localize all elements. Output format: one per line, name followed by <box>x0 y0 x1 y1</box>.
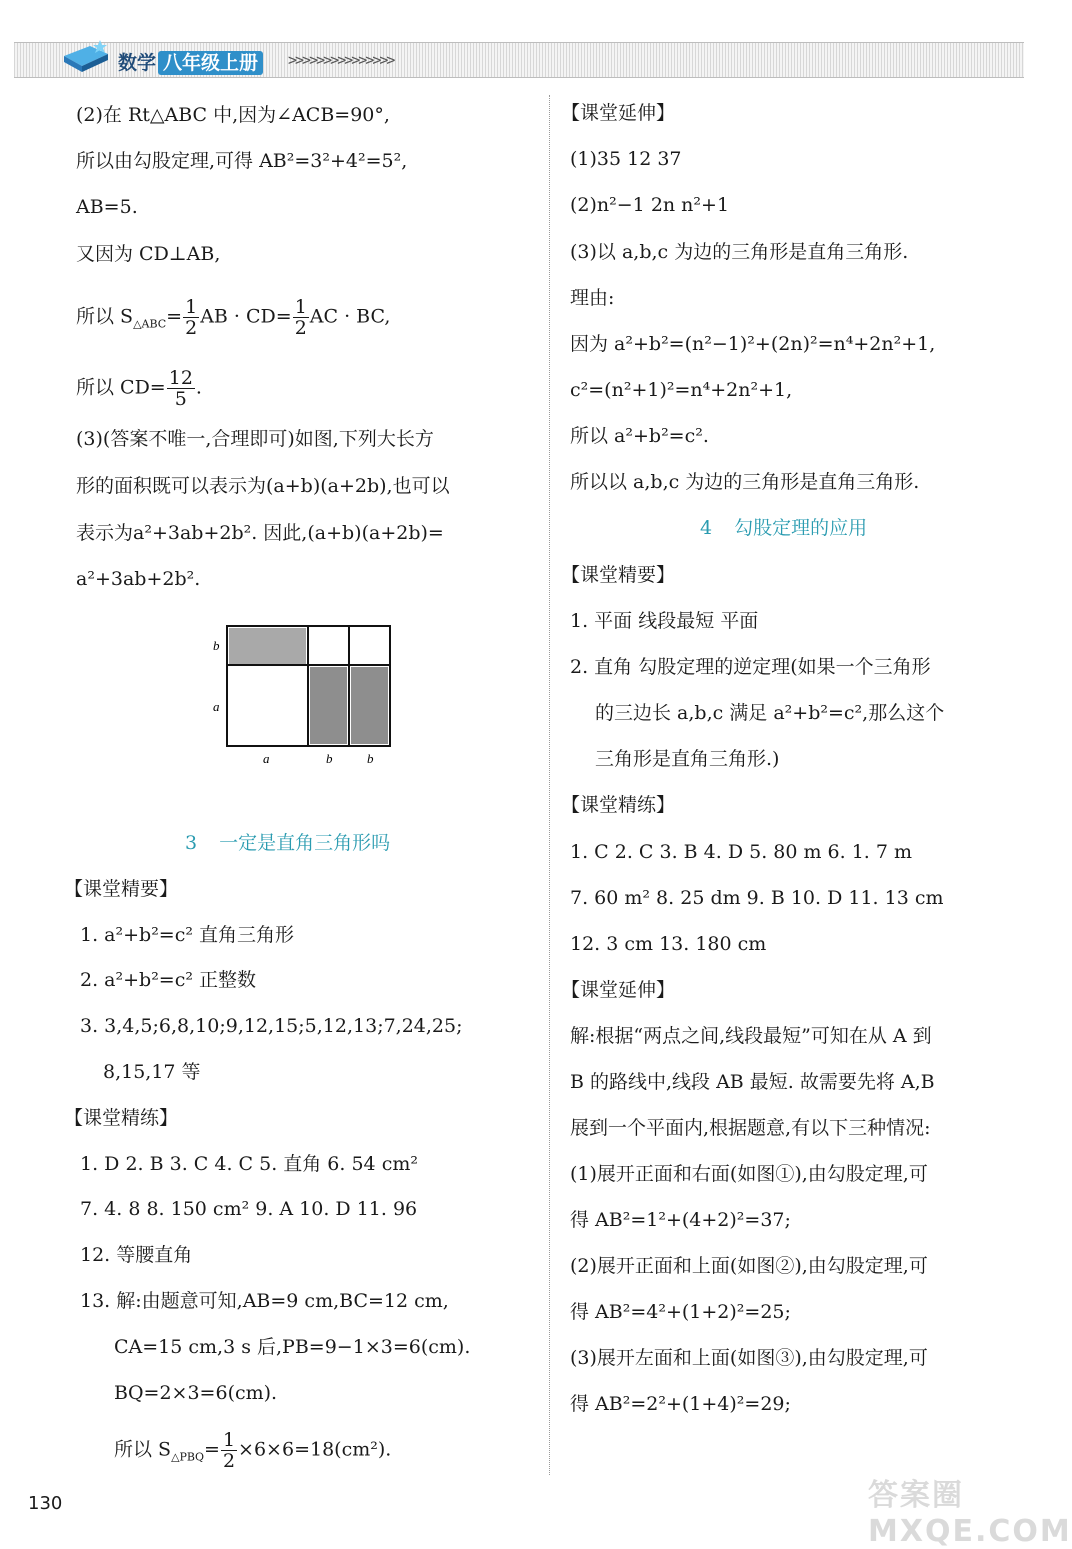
section-3-title <box>185 829 390 857</box>
right-solution-7: 得 AB²=4²+(1+2)²=25; <box>570 1301 791 1323</box>
right-ext-6: c²=(n²+1)²=n⁴+2n²+1, <box>570 379 793 401</box>
left-p2-line2: 所以由勾股定理,可得 AB²=3²+4²=5², <box>76 150 408 172</box>
header-title <box>118 48 263 75</box>
left-key-3b: 8,15,17 等 <box>103 1061 201 1083</box>
fraction-12-5 <box>167 368 195 409</box>
shaded-rect-ab-2 <box>310 667 347 744</box>
left-practice-heading: 【课堂精练】 <box>64 1107 179 1129</box>
area-formula-prefix: 所以 S <box>76 305 134 328</box>
right-key-heading: 【课堂精要】 <box>561 564 676 586</box>
fraction-denominator: 2 <box>294 317 307 339</box>
section-4-text: 勾股定理的应用 <box>734 517 868 539</box>
fig-label-b-left: b <box>213 638 220 653</box>
book-logo-icon <box>60 38 112 76</box>
right-ext-3: (3)以 a,b,c 为边的三角形是直角三角形. <box>570 241 909 263</box>
shaded-rect-ab <box>229 628 306 664</box>
area-formula-suffix: AC · BC, <box>309 305 391 328</box>
right-key-1: 1. 平面 线段最短 平面 <box>570 610 759 632</box>
page-header <box>0 38 1047 80</box>
fraction-half-3 <box>221 1430 237 1471</box>
left-practice-6: BQ=2×3=6(cm). <box>114 1382 278 1404</box>
spbq-prefix: 所以 S <box>114 1438 172 1461</box>
right-practice-1: 1. C 2. C 3. B 4. D 5. 80 m 6. 1. 7 m <box>570 841 913 863</box>
left-p3-line3: 表示为a²+3ab+2b². 因此,(a+b)(a+2b)= <box>76 522 444 544</box>
column-divider <box>549 95 550 1475</box>
left-practice-5: CA=15 cm,3 s 后,PB=9−1×3=6(cm). <box>114 1336 471 1358</box>
area-formula-equals: = <box>166 305 183 328</box>
fraction-denominator: 5 <box>174 388 187 410</box>
page-number: 130 <box>28 1493 63 1514</box>
spbq-subscript: △PBQ <box>171 1450 205 1464</box>
right-ext-5: 因为 a²+b²=(n²−1)²+(2n)²=n⁴+2n²+1, <box>570 333 936 355</box>
fig-label-a-left: a <box>213 699 220 714</box>
section-3-text: 一定是直角三角形吗 <box>219 832 391 854</box>
left-p3-line4: a²+3ab+2b². <box>76 568 201 590</box>
right-practice-2: 7. 60 m² 8. 25 dm 9. B 10. D 11. 13 cm <box>570 887 944 909</box>
section-4-title <box>700 514 867 542</box>
right-key-2: 2. 直角 勾股定理的逆定理(如果一个三角形 <box>570 656 931 678</box>
left-p2-line3: AB=5. <box>76 196 138 218</box>
left-p2-line4: 又因为 CD⊥AB, <box>76 243 221 265</box>
fig-label-b-bottom-2: b <box>367 751 374 766</box>
spbq-equals: = <box>204 1438 220 1461</box>
left-practice-4: 13. 解:由题意可知,AB=9 cm,BC=12 cm, <box>80 1290 449 1312</box>
header-grade: 八年级上册 <box>158 51 263 75</box>
right-practice-3: 12. 3 cm 13. 180 cm <box>570 933 767 955</box>
fraction-denominator: 2 <box>185 317 198 339</box>
fraction-denominator: 2 <box>222 1450 236 1472</box>
right-ext-1: (1)35 12 37 <box>570 148 682 170</box>
fraction-half-1 <box>183 297 199 338</box>
left-p3-line1: (3)(答案不唯一,合理即可)如图,下列大长方 <box>76 428 434 450</box>
left-p3-line2: 形的面积既可以表示为(a+b)(a+2b),也可以 <box>76 475 450 497</box>
right-solution-1: 解:根据“两点之间,线段最短”可知在从 A 到 <box>570 1025 932 1047</box>
fig-label-a-bottom: a <box>263 751 270 766</box>
cd-result-suffix: . <box>195 376 202 399</box>
fraction-half-2 <box>293 297 309 338</box>
fig-label-b-bottom-1: b <box>326 751 333 766</box>
header-subject: 数学 <box>118 52 157 74</box>
right-ext-8: 所以以 a,b,c 为边的三角形是直角三角形. <box>570 471 920 493</box>
left-practice-3: 12. 等腰直角 <box>80 1244 193 1266</box>
cd-result-prefix: 所以 CD= <box>76 376 166 399</box>
spbq-suffix: ×6×6=18(cm²). <box>238 1438 392 1461</box>
fraction-numerator: 1 <box>185 296 198 318</box>
right-solution-2: B 的路线中,线段 AB 最短. 故需要先将 A,B <box>570 1071 935 1093</box>
right-solution-9: 得 AB²=2²+(1+4)²=29; <box>570 1393 791 1415</box>
left-practice-1: 1. D 2. B 3. C 4. C 5. 直角 6. 54 cm² <box>80 1153 418 1175</box>
fraction-numerator: 12 <box>168 367 193 389</box>
left-key-2: 2. a²+b²=c² 正整数 <box>80 969 257 991</box>
right-ext-heading: 【课堂延伸】 <box>561 102 676 124</box>
section-4-number: 4 <box>700 517 713 539</box>
right-ext-4: 理由: <box>570 287 615 309</box>
right-key-2b: 的三边长 a,b,c 满足 a²+b²=c²,那么这个 <box>595 702 945 724</box>
right-ext2-heading: 【课堂延伸】 <box>561 979 676 1001</box>
left-key-heading: 【课堂精要】 <box>64 878 179 900</box>
right-key-2c: 三角形是直角三角形.) <box>595 748 780 770</box>
fraction-numerator: 1 <box>222 1429 236 1451</box>
left-key-3: 3. 3,4,5;6,8,10;9,12,15;5,12,13;7,24,25; <box>80 1015 463 1037</box>
left-p2-line5 <box>76 297 390 338</box>
left-key-1: 1. a²+b²=c² 直角三角形 <box>80 924 295 946</box>
right-practice-heading: 【课堂精练】 <box>561 794 676 816</box>
right-ext-7: 所以 a²+b²=c². <box>570 425 709 447</box>
right-solution-6: (2)展开正面和上面(如图②),由勾股定理,可 <box>570 1255 928 1277</box>
right-solution-8: (3)展开左面和上面(如图③),由勾股定理,可 <box>570 1347 928 1369</box>
left-p2-line6 <box>76 368 202 409</box>
right-solution-5: 得 AB²=1²+(4+2)²=37; <box>570 1209 791 1231</box>
left-practice-7 <box>114 1430 391 1471</box>
left-p2-line1: (2)在 Rt△ABC 中,因为∠ACB=90°, <box>76 104 390 126</box>
right-ext-2: (2)n²−1 2n n²+1 <box>570 194 730 216</box>
area-formula-subscript: △ABC <box>133 317 167 331</box>
shaded-rect-ab-3 <box>351 667 388 744</box>
right-solution-3: 展到一个平面内,根据题意,有以下三种情况: <box>570 1117 931 1139</box>
left-practice-2: 7. 4. 8 8. 150 cm² 9. A 10. D 11. 96 <box>80 1198 418 1220</box>
area-formula-middle: AB · CD= <box>200 305 292 328</box>
right-solution-4: (1)展开正面和右面(如图①),由勾股定理,可 <box>570 1163 928 1185</box>
section-3-number: 3 <box>185 832 198 854</box>
header-arrows: >>>>>>>>>>>>>>> <box>288 51 394 69</box>
area-rectangle-figure <box>205 623 405 773</box>
fraction-numerator: 1 <box>294 296 307 318</box>
watermark: 答案圈 MXQE.COM <box>868 1478 1072 1549</box>
